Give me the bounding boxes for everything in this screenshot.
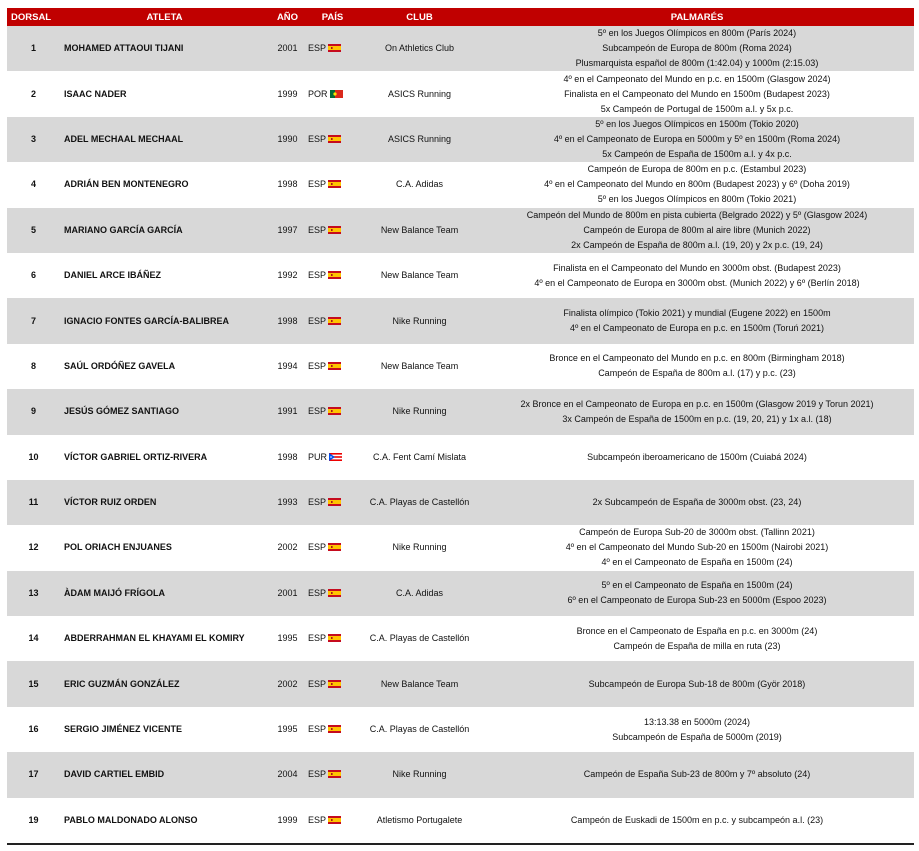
palmares-line: 4º en el Campeonato del Mundo Sub-20 en 1500m (Nairobi 2021) xyxy=(565,542,829,553)
spain-flag-icon xyxy=(328,271,341,279)
cell-dorsal: 10 xyxy=(7,435,60,480)
cell-atleta: ABDERRAHMAN EL KHAYAMI EL KOMIRY xyxy=(60,616,269,661)
palmares-line: Campeón de España Sub-23 de 800m y 7º absoluto (24) xyxy=(583,769,811,780)
cell-ano: 1998 xyxy=(269,298,306,343)
cell-ano: 1994 xyxy=(269,344,306,389)
table-row xyxy=(7,389,914,434)
cell-ano: 1991 xyxy=(269,389,306,434)
palmares-line: Campeón de Euskadi de 1500m en p.c. y subcampeón a.l. (23) xyxy=(570,814,824,825)
table-body xyxy=(7,26,914,844)
country-code: POR xyxy=(308,88,328,99)
country-code: ESP xyxy=(308,769,327,780)
cell-palmares xyxy=(480,525,914,570)
header-ano: AÑO xyxy=(269,8,306,26)
spain-flag-icon xyxy=(328,362,341,370)
header-palmares: PALMARÉS xyxy=(480,8,914,26)
cell-atleta: ÀDAM MAIJÓ FRÍGOLA xyxy=(60,571,269,616)
country-code: ESP xyxy=(308,43,327,54)
cell-dorsal: 8 xyxy=(7,344,60,389)
athletes-table xyxy=(7,8,914,845)
cell-palmares xyxy=(480,661,914,706)
cell-ano: 1998 xyxy=(269,162,306,207)
cell-ano: 1995 xyxy=(269,616,306,661)
cell-atleta: MARIANO GARCÍA GARCÍA xyxy=(60,208,269,253)
cell-dorsal: 1 xyxy=(7,26,60,71)
palmares-line: 4º en el Campeonato del Mundo en 800m (Budapest 2023) y 6º (Doha 2019) xyxy=(544,179,850,190)
table-header xyxy=(7,8,914,26)
spain-flag-icon xyxy=(328,816,341,824)
header-club: CLUB xyxy=(359,8,480,26)
spain-flag-icon xyxy=(328,44,341,52)
cell-dorsal: 13 xyxy=(7,571,60,616)
cell-pais xyxy=(306,162,359,207)
cell-dorsal: 5 xyxy=(7,208,60,253)
palmares-line: 4º en el Campeonato de Europa en 5000m y 5º en 1500m (Roma 2024) xyxy=(553,133,841,144)
table-row xyxy=(7,798,914,844)
cell-palmares xyxy=(480,798,914,844)
cell-palmares xyxy=(480,208,914,253)
cell-ano: 2001 xyxy=(269,26,306,71)
cell-club: C.A. Adidas xyxy=(359,162,480,207)
cell-pais xyxy=(306,344,359,389)
cell-pais xyxy=(306,525,359,570)
cell-palmares xyxy=(480,253,914,298)
spain-flag-icon xyxy=(328,226,341,234)
cell-club: Nike Running xyxy=(359,752,480,797)
cell-club: C.A. Playas de Castellón xyxy=(359,707,480,752)
palmares-line: Subcampeón de Europa Sub-18 de 800m (Györ 2018) xyxy=(588,678,806,689)
cell-club: Nike Running xyxy=(359,298,480,343)
cell-pais xyxy=(306,798,359,844)
cell-palmares xyxy=(480,389,914,434)
cell-atleta: VÍCTOR RUIZ ORDEN xyxy=(60,480,269,525)
cell-club: New Balance Team xyxy=(359,253,480,298)
cell-ano: 1992 xyxy=(269,253,306,298)
country-code: ESP xyxy=(308,724,327,735)
cell-dorsal: 12 xyxy=(7,525,60,570)
palmares-line: 5º en el Campeonato de España en 1500m (24) xyxy=(601,580,793,591)
cell-ano: 2002 xyxy=(269,661,306,706)
country-code: ESP xyxy=(308,224,327,235)
cell-pais xyxy=(306,117,359,162)
country-code: ESP xyxy=(308,179,327,190)
table-row xyxy=(7,571,914,616)
country-code: ESP xyxy=(308,633,327,644)
table-row xyxy=(7,661,914,706)
cell-dorsal: 3 xyxy=(7,117,60,162)
spain-flag-icon xyxy=(328,634,341,642)
palmares-line: Campeón del Mundo de 800m en pista cubierta (Belgrado 2022) y 5º (Glasgow 2024) xyxy=(526,209,868,220)
table-row xyxy=(7,752,914,797)
country-code: ESP xyxy=(308,406,327,417)
palmares-line: Subcampeón de España de 5000m (2019) xyxy=(612,731,782,742)
cell-palmares xyxy=(480,117,914,162)
cell-dorsal: 6 xyxy=(7,253,60,298)
table-row xyxy=(7,162,914,207)
palmares-line: Plusmarquista español de 800m (1:42.04) y 1000m (2:15.03) xyxy=(575,58,819,69)
cell-palmares xyxy=(480,435,914,480)
cell-palmares xyxy=(480,616,914,661)
spain-flag-icon xyxy=(328,498,341,506)
cell-pais xyxy=(306,298,359,343)
cell-pais xyxy=(306,480,359,525)
palmares-line: 5x Campeón de España de 1500m a.l. y 4x p.c. xyxy=(602,148,792,159)
cell-atleta: VÍCTOR GABRIEL ORTIZ-RIVERA xyxy=(60,435,269,480)
cell-ano: 1997 xyxy=(269,208,306,253)
cell-dorsal: 15 xyxy=(7,661,60,706)
country-code: ESP xyxy=(308,814,327,825)
header-dorsal: DORSAL xyxy=(7,8,60,26)
cell-pais xyxy=(306,661,359,706)
palmares-line: 13:13.38 en 5000m (2024) xyxy=(643,716,751,727)
country-code: ESP xyxy=(308,133,327,144)
spain-flag-icon xyxy=(328,317,341,325)
cell-ano: 1993 xyxy=(269,480,306,525)
table-row xyxy=(7,344,914,389)
palmares-line: 2x Subcampeón de España de 3000m obst. (23, 24) xyxy=(592,497,802,508)
cell-club: C.A. Fent Camí Mislata xyxy=(359,435,480,480)
cell-club: New Balance Team xyxy=(359,344,480,389)
cell-palmares xyxy=(480,26,914,71)
header-pais: PAÍS xyxy=(306,8,359,26)
cell-ano: 1998 xyxy=(269,435,306,480)
cell-atleta: DAVID CARTIEL EMBID xyxy=(60,752,269,797)
cell-atleta: PABLO MALDONADO ALONSO xyxy=(60,798,269,844)
country-code: ESP xyxy=(308,497,327,508)
palmares-line: Subcampeón iberoamericano de 1500m (Cuiabá 2024) xyxy=(587,451,807,462)
cell-pais xyxy=(306,26,359,71)
spain-flag-icon xyxy=(328,770,341,778)
cell-ano: 1995 xyxy=(269,707,306,752)
palmares-line: 4º en el Campeonato de España en 1500m (24) xyxy=(601,557,793,568)
table-row xyxy=(7,71,914,116)
country-code: ESP xyxy=(308,678,327,689)
table-row xyxy=(7,298,914,343)
cell-club: On Athletics Club xyxy=(359,26,480,71)
cell-club: C.A. Playas de Castellón xyxy=(359,616,480,661)
table-row xyxy=(7,616,914,661)
cell-dorsal: 2 xyxy=(7,71,60,116)
cell-palmares xyxy=(480,162,914,207)
palmares-line: 5º en los Juegos Olímpicos en 800m (París 2024) xyxy=(597,28,797,39)
palmares-line: 6º en el Campeonato de Europa Sub-23 en 5000m (Espoo 2023) xyxy=(567,595,827,606)
country-code: ESP xyxy=(308,315,327,326)
palmares-line: Campeón de Europa de 800m al aire libre (Munich 2022) xyxy=(583,224,811,235)
palmares-line: Campeón de España de milla en ruta (23) xyxy=(613,640,781,651)
spain-flag-icon xyxy=(328,407,341,415)
palmares-line: Campeón de España de 800m a.l. (17) y p.c. (23) xyxy=(598,368,796,379)
table-row xyxy=(7,435,914,480)
cell-dorsal: 9 xyxy=(7,389,60,434)
cell-palmares xyxy=(480,707,914,752)
cell-pais xyxy=(306,253,359,298)
cell-pais xyxy=(306,752,359,797)
cell-club: New Balance Team xyxy=(359,208,480,253)
cell-pais xyxy=(306,208,359,253)
spain-flag-icon xyxy=(328,543,341,551)
cell-ano: 2001 xyxy=(269,571,306,616)
cell-ano: 1990 xyxy=(269,117,306,162)
palmares-line: Bronce en el Campeonato del Mundo en p.c. en 800m (Birmingham 2018) xyxy=(549,353,845,364)
cell-pais xyxy=(306,616,359,661)
table-row xyxy=(7,525,914,570)
cell-pais xyxy=(306,435,359,480)
palmares-line: 2x Campeón de España de 800m a.l. (19, 20) y 2x p.c. (19, 24) xyxy=(571,239,823,250)
country-code: PUR xyxy=(308,451,328,462)
cell-atleta: ISAAC NADER xyxy=(60,71,269,116)
cell-atleta: JESÚS GÓMEZ SANTIAGO xyxy=(60,389,269,434)
palmares-line: 4º en el Campeonato de Europa en p.c. en 1500m (Toruń 2021) xyxy=(570,323,824,334)
palmares-line: 5x Campeón de Portugal de 1500m a.l. y 5x p.c. xyxy=(600,103,794,114)
cell-dorsal: 4 xyxy=(7,162,60,207)
cell-palmares xyxy=(480,344,914,389)
cell-dorsal: 16 xyxy=(7,707,60,752)
palmares-line: 5º en los Juegos Olímpicos en 1500m (Tokio 2020) xyxy=(595,118,799,129)
cell-dorsal: 7 xyxy=(7,298,60,343)
palmares-line: 3x Campeón de España de 1500m en p.c. (19, 20, 21) y 1x a.l. (18) xyxy=(562,413,832,424)
cell-atleta: DANIEL ARCE IBÁÑEZ xyxy=(60,253,269,298)
cell-atleta: ERIC GUZMÁN GONZÁLEZ xyxy=(60,661,269,706)
table-row xyxy=(7,480,914,525)
palmares-line: 2x Bronce en el Campeonato de Europa en p.c. en 1500m (Glasgow 2019 y Torun 2021) xyxy=(520,398,874,409)
spain-flag-icon xyxy=(328,180,341,188)
cell-dorsal: 17 xyxy=(7,752,60,797)
palmares-line: Finalista en el Campeonato del Mundo en 1500m (Budapest 2023) xyxy=(564,88,830,99)
country-code: ESP xyxy=(308,542,327,553)
cell-atleta: SAÚL ORDÓÑEZ GAVELA xyxy=(60,344,269,389)
table-row xyxy=(7,208,914,253)
cell-palmares xyxy=(480,71,914,116)
cell-atleta: ADEL MECHAAL MECHAAL xyxy=(60,117,269,162)
cell-atleta: POL ORIACH ENJUANES xyxy=(60,525,269,570)
cell-pais xyxy=(306,571,359,616)
spain-flag-icon xyxy=(328,135,341,143)
palmares-line: 4º en el Campeonato del Mundo en p.c. en 1500m (Glasgow 2024) xyxy=(563,73,831,84)
spain-flag-icon xyxy=(328,589,341,597)
header-atleta: ATLETA xyxy=(60,8,269,26)
country-code: ESP xyxy=(308,587,327,598)
spain-flag-icon xyxy=(328,725,341,733)
cell-dorsal: 14 xyxy=(7,616,60,661)
cell-club: C.A. Playas de Castellón xyxy=(359,480,480,525)
cell-pais xyxy=(306,707,359,752)
cell-ano: 1999 xyxy=(269,71,306,116)
cell-palmares xyxy=(480,571,914,616)
puerto-rico-flag-icon xyxy=(329,453,342,461)
country-code: ESP xyxy=(308,360,327,371)
cell-pais xyxy=(306,389,359,434)
palmares-line: 4º en el Campeonato de Europa en 3000m obst. (Munich 2022) y 6º (Berlín 2018) xyxy=(534,277,860,288)
palmares-line: Campeón de Europa de 800m en p.c. (Estambul 2023) xyxy=(587,164,807,175)
spain-flag-icon xyxy=(328,680,341,688)
table-row xyxy=(7,253,914,298)
country-code: ESP xyxy=(308,270,327,281)
palmares-line: Campeón de Europa Sub-20 de 3000m obst. (Tallinn 2021) xyxy=(579,527,815,538)
cell-atleta: IGNACIO FONTES GARCÍA-BALIBREA xyxy=(60,298,269,343)
cell-dorsal: 11 xyxy=(7,480,60,525)
table-row xyxy=(7,26,914,71)
palmares-line: Finalista olímpico (Tokio 2021) y mundial (Eugene 2022) en 1500m xyxy=(563,308,831,319)
cell-pais xyxy=(306,71,359,116)
portugal-flag-icon xyxy=(330,90,343,98)
palmares-line: 5º en los Juegos Olímpicos en 800m (Tokio 2021) xyxy=(597,194,797,205)
cell-club: New Balance Team xyxy=(359,661,480,706)
cell-club: Nike Running xyxy=(359,525,480,570)
cell-palmares xyxy=(480,752,914,797)
cell-club: C.A. Adidas xyxy=(359,571,480,616)
cell-club: ASICS Running xyxy=(359,117,480,162)
palmares-line: Finalista en el Campeonato del Mundo en 3000m obst. (Budapest 2023) xyxy=(553,262,841,273)
cell-atleta: SERGIO JIMÉNEZ VICENTE xyxy=(60,707,269,752)
cell-atleta: MOHAMED ATTAOUI TIJANI xyxy=(60,26,269,71)
table-row xyxy=(7,117,914,162)
cell-dorsal: 19 xyxy=(7,798,60,844)
cell-ano: 2002 xyxy=(269,525,306,570)
cell-ano: 2004 xyxy=(269,752,306,797)
cell-palmares xyxy=(480,298,914,343)
palmares-line: Subcampeón de Europa de 800m (Roma 2024) xyxy=(602,43,792,54)
cell-palmares xyxy=(480,480,914,525)
table-row xyxy=(7,707,914,752)
cell-ano: 1999 xyxy=(269,798,306,844)
header-row xyxy=(7,8,914,26)
cell-club: Nike Running xyxy=(359,389,480,434)
cell-club: Atletismo Portugalete xyxy=(359,798,480,844)
palmares-line: Bronce en el Campeonato de España en p.c. en 3000m (24) xyxy=(576,625,818,636)
cell-atleta: ADRIÁN BEN MONTENEGRO xyxy=(60,162,269,207)
cell-club: ASICS Running xyxy=(359,71,480,116)
